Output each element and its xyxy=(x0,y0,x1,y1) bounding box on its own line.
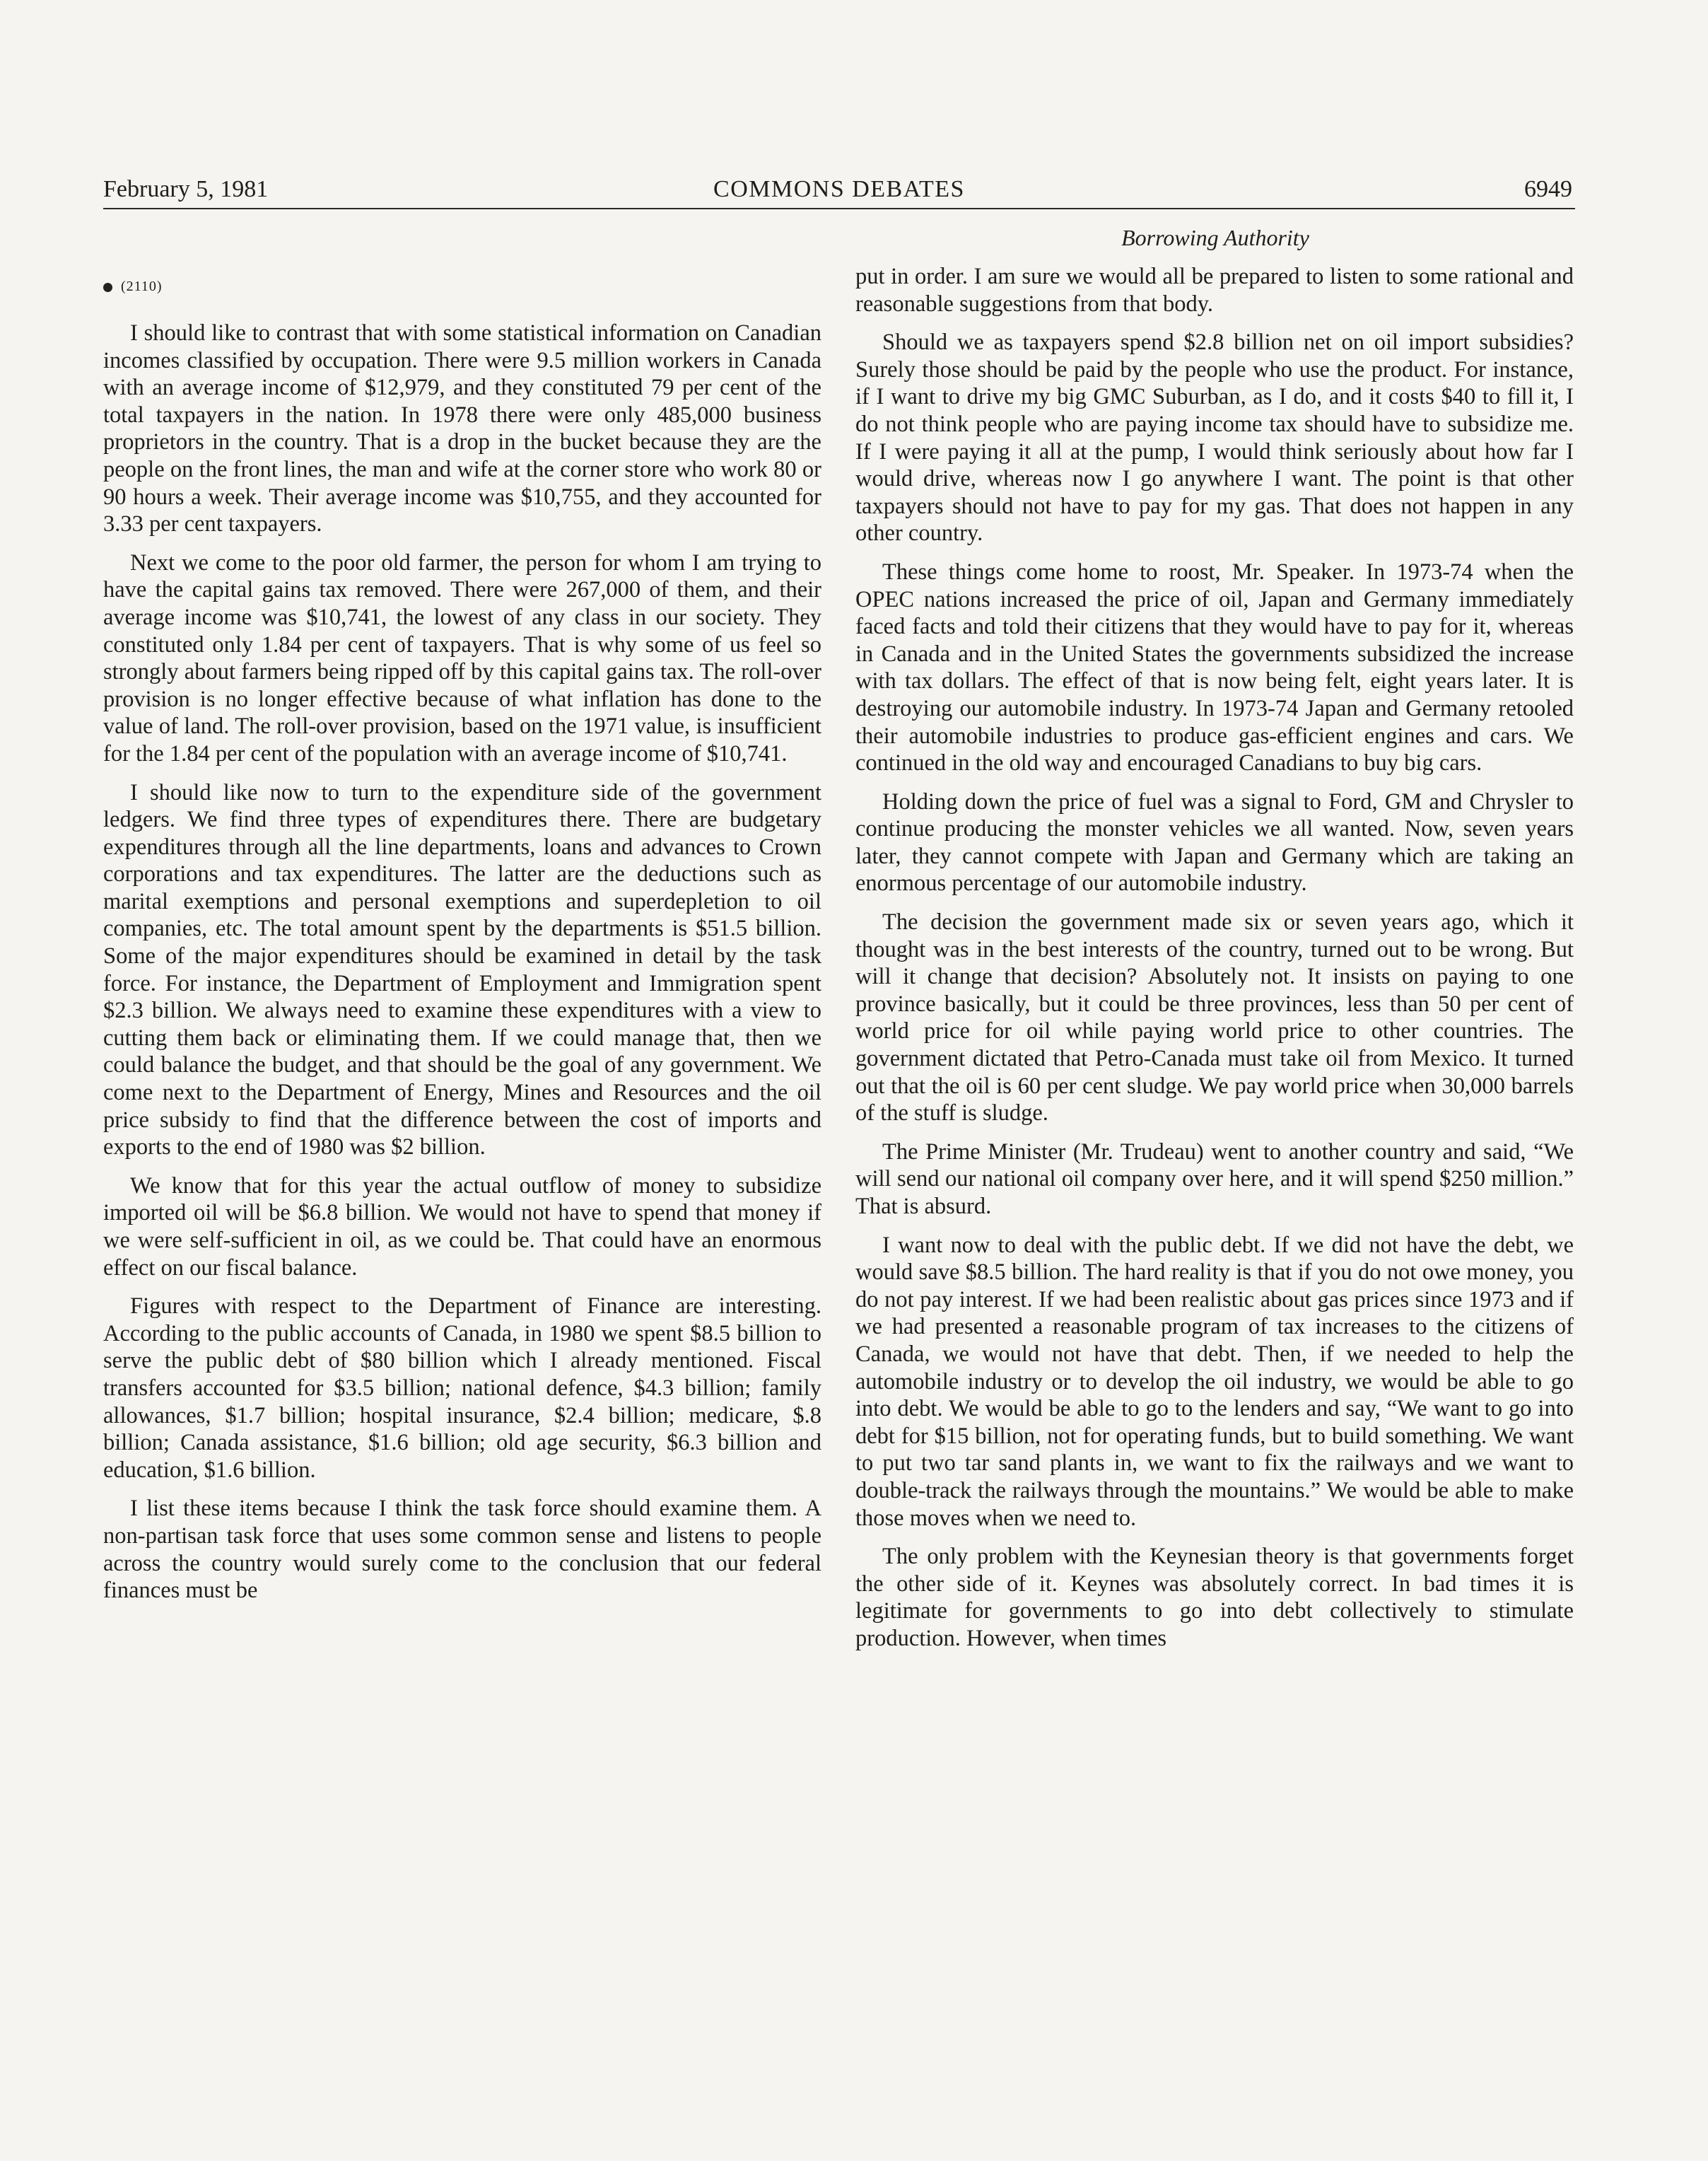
paragraph: The Prime Minister (Mr. Trudeau) went to another country and said, “We will send our national oil company over here, and it will spend $250 million.” That is absurd. xyxy=(855,1138,1574,1219)
bullet-icon xyxy=(103,283,112,292)
paragraph: These things come home to roost, Mr. Speaker. In 1973-74 when the OPEC nations increased the price of oil, Japan and Germany immediately faced facts and told their citizens that they would have to pay for it, whereas in Canada and in the United States the governments subsidized the increase with tax dollars. The effect of that is now being felt, eight years later. It is destroying our automobile industry. In 1973-74 Japan and Germany retooled their automobile industries to produce gas-efficient engines and cars. We continued in the old way and encouraged Canadians to buy big cars. xyxy=(855,559,1574,776)
section-title: Borrowing Authority xyxy=(1121,225,1309,250)
paragraph: I list these items because I think the task force should examine them. A non-partisan task force that uses some common sense and listens to people across the country would surely come to the conclusion that our federal finances must be xyxy=(103,1496,821,1604)
paragraph-continued: put in order. I am sure we would all be prepared to listen to some rational and reasonable suggestions from that body. xyxy=(855,264,1574,317)
time-marker-text: (2110) xyxy=(121,279,163,294)
header-date: February 5, 1981 xyxy=(103,176,269,202)
paragraph: Figures with respect to the Department of Finance are interesting. According to the public accounts of Canada, in 1980 we spent $8.5 billion to serve the public debt of $80 billion which I already mentioned. Fiscal transfers accounted for $3.5 billion; national defence, $4.3 billion; family allowances, $1.7 billion; hospital insurance, $2.4 billion; medicare, $.8 billion; Canada assistance, $1.6 billion; old age security, $6.3 billion and education, $1.6 billion. xyxy=(103,1293,821,1483)
paragraph: Should we as taxpayers spend $2.8 billion net on oil import subsidies? Surely those should be paid by the people who use the product. For instance, if I want to drive my big GMC Suburban, as I do, and it costs $40 to fill it, I do not think people who are paying income tax should have to subsidize me. If I were paying it all at the pump, I would think seriously about how far I would drive, whereas now I go anywhere I want. The point is that other taxpayers should not have to pay for my gas. That does not happen in any other country. xyxy=(855,330,1574,547)
paragraph: I should like to contrast that with some statistical information on Canadian incomes classified by occupation. There were 9.5 million workers in Canada with an average income of $12,979, and they constituted 79 per cent of the total taxpayers in the nation. In 1978 there were only 485,000 business proprietors in the country. That is a drop in the bucket because they are the people on the front lines, the man and wife at the corner store who work 80 or 90 hours a week. Their average income was $10,755, and they accounted for 3.33 per cent taxpayers. xyxy=(103,320,821,537)
left-column xyxy=(103,262,821,1616)
paragraph: I want now to deal with the public debt. If we did not have the debt, we would save $8.5 billion. The hard reality is that if you do not owe money, you do not pay interest. If we had been realistic about gas prices since 1973 and if we had presented a reasonable program of tax increases to the citizens of Canada, we would not have that debt. Then, if we needed to help the automobile industry or to develop the oil industry, we would be able to go into debt. We would be able to go to the lenders and say, “We want to go into debt for $15 billion, not for operating funds, but to build something. We want to put two tar sand plants in, we want to fix the railways and we want to double-track the railways through the mountains.” We would be able to make those moves when we need to. xyxy=(855,1232,1574,1531)
header-page-number: 6949 xyxy=(1524,176,1572,202)
paragraph: We know that for this year the actual outflow of money to subsidize imported oil will be $6.8 billion. We would not have to spend that money if we were self-sufficient in oil, as we could be. That could have an enormous effect on our fiscal balance. xyxy=(103,1172,821,1281)
right-column xyxy=(855,263,1574,1664)
time-marker xyxy=(103,276,821,297)
paragraph: Next we come to the poor old farmer, the person for whom I am trying to have the capital gains tax removed. There were 267,000 of them, and their average income was $10,741, the lowest of any class in our society. They constituted only 1.84 per cent of taxpayers. That is why some of us feel so strongly about farmers being ripped off by this capital gains tax. The roll-over provision is no longer effective because of what inflation has done to the value of land. The roll-over provision, based on the 1971 value, is insufficient for the 1.84 per cent of the population with an average income of $10,741. xyxy=(103,549,821,767)
paragraph: The decision the government made six or seven years ago, which it thought was in the best interests of the country, turned out to be wrong. But will it change that decision? Absolutely not. It insists on paying to one province basically, but it could be three provinces, less than 50 per cent of world price for oil while paying world price to other countries. The government dictated that Petro-Canada must take oil from Mexico. It turned out that the oil is 60 per cent sludge. We pay world price when 30,000 barrels of the stuff is sludge. xyxy=(855,909,1574,1126)
header-title: COMMONS DEBATES xyxy=(713,176,965,202)
page-header xyxy=(103,167,1575,209)
paragraph: I should like now to turn to the expenditure side of the government ledgers. We find three types of expenditures there. There are budgetary expenditures through all the line departments, loans and advances to Crown corporations and tax expenditures. The latter are the deductions such as marital exemptions and personal exemptions and superdepletion to oil companies, etc. The total amount spent by the departments is $51.5 billion. Some of the major expenditures should be examined in detail by the task force. For instance, the Department of Employment and Immigration spent $2.3 billion. We always need to examine these expenditures with a view to cutting them back or eliminating them. If we could manage that, then we could balance the budget, and that should be the goal of any government. We come next to the Department of Energy, Mines and Resources and the oil price subsidy to find that the difference between the cost of imports and exports to the end of 1980 was $2 billion. xyxy=(103,779,821,1160)
paragraph: The only problem with the Keynesian theory is that governments forget the other side of it. Keynes was absolutely correct. In bad times it is legitimate for governments to go into debt collectively to stimulate production. However, when times xyxy=(855,1544,1574,1651)
paragraph: Holding down the price of fuel was a signal to Ford, GM and Chrysler to continue producing the monster vehicles we all wanted. Now, seven years later, they cannot compete with Japan and Germany which are taking an enormous percentage of our automobile industry. xyxy=(855,788,1574,897)
